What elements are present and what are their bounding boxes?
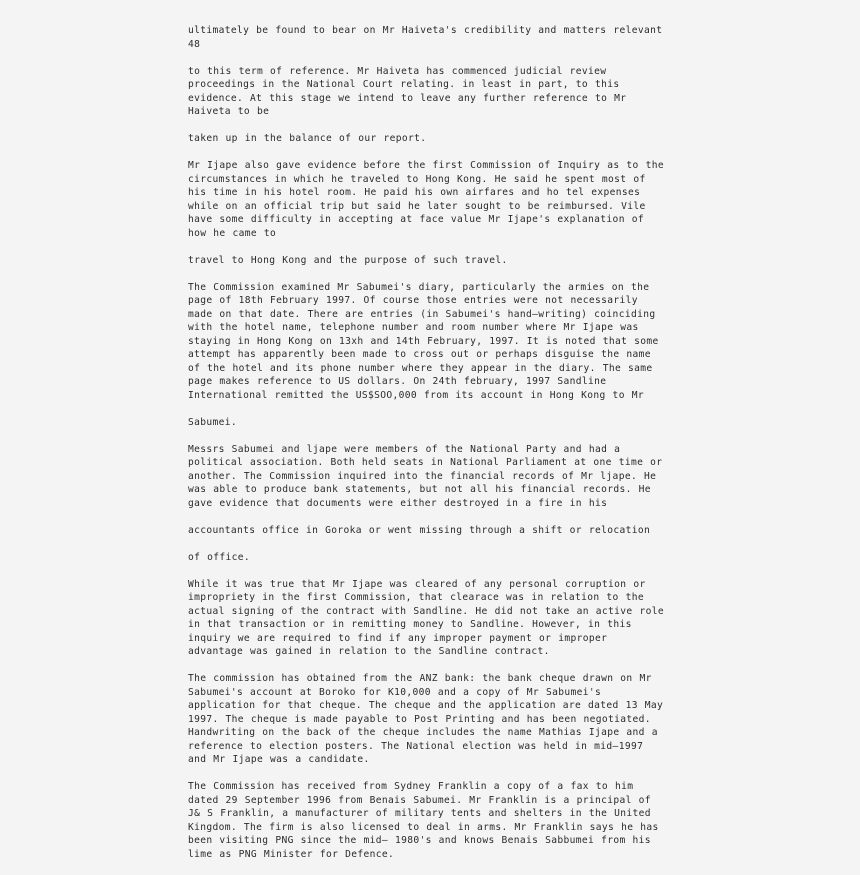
document-text-column [188,24,668,875]
paragraph-ijape-cleared: While it was true that Mr Ijape was cleared of any personal corruption or impropriety in the first Commission, that clearace was in relation to the actual signing of the contract with Sandline. He did not take an active role in that transaction or in remitting money to Sandline. However, in this inquiry we are required to find if any improper payment or improper advantage was gained in relation to the Sandline contract. [188,578,664,657]
paragraph-sydney-franklin-fax: The Commission has received from Sydney Franklin a copy of a fax to him dated 29 September 1996 from Benais Sabumei. Mr Franklin is a principal of J& S Franklin, a manufacturer of military tents and shelters in the United Kingdom. The firm is also licensed to deal in arms. Mr Franklin says he has been visiting PNG since the mid— 1980's and knows Benais Sabbumei from his lime as PNG Minister for Defence. [188,781,659,860]
paragraph-ijape-hong-kong-evidence: Mr Ijape also gave evidence before the first Commission of Inquiry as to the circumstances in which he traveled to Hong Kong. He said he spent most of his time in his hotel room. He paid his own airfares and ho tel expenses while on an official trip but said he later sought to be reimbursed. Vile have some difficulty in accepting at face value Mr Ijape's explanation of how he came to [188,160,664,239]
paragraph-sabumei-orphan: Sabumei. [188,416,238,428]
paragraph-haiveta-credibility-tail: ultimately be found to bear on Mr Haiveta's credibility and matters relevant [188,25,663,36]
paragraph-taken-up-balance: taken up in the balance of our report. [188,133,427,144]
paragraph-sabumei-diary: The Commission examined Mr Sabumei's diary, particularly the armies on the page of 18th February 1997. Of course those entries were not necessarily made on that date. There are entries (in Sabumei's hand—writing) coinciding with the hotel name, telephone number and room number where Mr Ijape was staying in Hong Kong on 13xh and 14th February, 1997. It is noted that some attempt has apparently been made to cross out or perhaps disguise the name of the hotel and its phone number where they appear in the diary. The same page makes reference to US dollars. On 24th february, 1997 Sandline International remitted the US$SOO,000 from its account in Hong Kong to Mr [188,281,659,401]
paragraph-travel-purpose: travel to Hong Kong and the purpose of such travel. [188,254,508,266]
paragraph-term-of-reference: to this term of reference. Mr Haiveta has commenced judicial review proceedings in the National Court relating. in least in part, to this evidence. At this stage we intend to leave any further reference to Mr Haiveta to be [188,65,627,117]
paragraph-national-party-association: Messrs Sabumei and ljape were members of the National Party and had a political association. Both held seats in National Parliament at one time or another. The Commission inquired into the financial records of Mr ljape. He was able to produce bank statements, but not all his financial records. He gave evidence that documents were either destroyed in a fire in his [188,443,663,509]
paragraph-anz-bank-cheque: The commission has obtained from the ANZ bank: the bank cheque drawn on Mr Sabumei's account at Boroko for K10,000 and a copy of Mr Sabumei's application for that cheque. The cheque and the application are dated 13 May 1997. The cheque is made payable to Post Printing and has been negotiated. Handwriting on the back of the cheque includes the name Mathias Ijape and a reference to election posters. The National election was held in mid—1997 and Mr Ijape was a candidate. [188,673,664,765]
page-folio: 48 [188,38,201,50]
paragraph-accountants-office: accountants office in Goroka or went missing through a shift or relocation [188,524,651,536]
paragraph-of-office-orphan: of office. [188,551,251,563]
